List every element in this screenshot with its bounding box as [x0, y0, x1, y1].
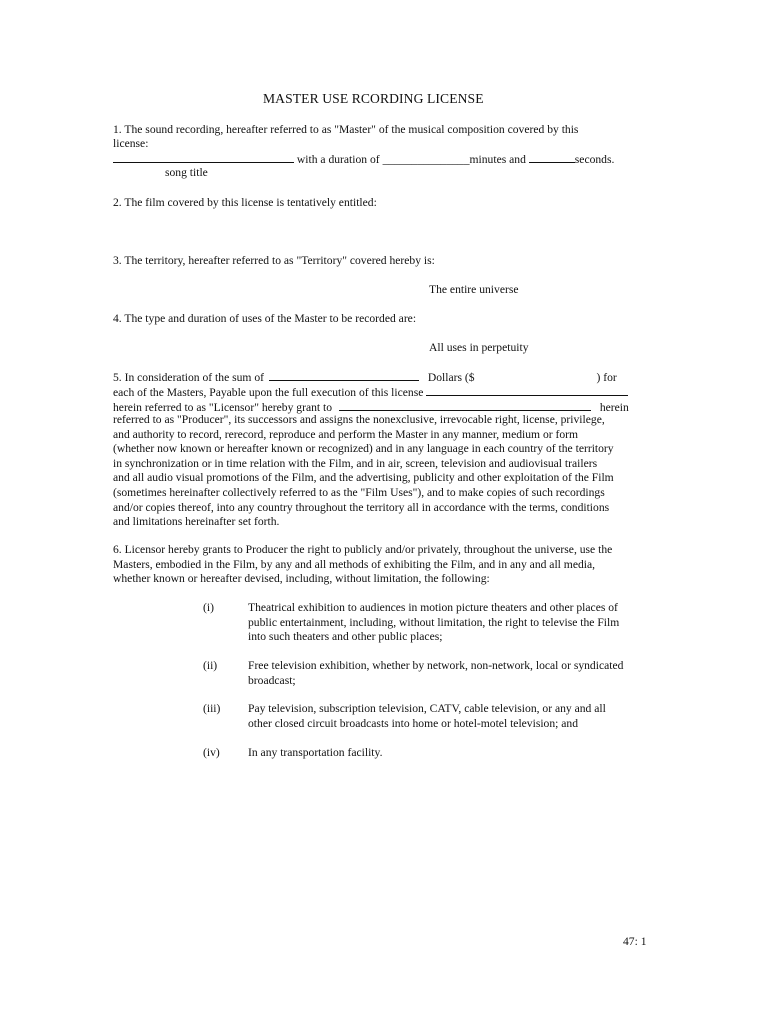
- section-5-body-line: in synchronization or in time relation with the Film, and in air, screen, television and audiovisual trailers: [113, 456, 598, 470]
- section-3-line: 3. The territory, hereafter referred to as "Territory" covered hereby is:: [113, 254, 435, 267]
- song-title-caption: song title: [165, 166, 208, 179]
- for-label: ) for: [596, 371, 617, 384]
- item-line: In any transportation facility.: [248, 746, 383, 759]
- seconds-label: seconds.: [574, 153, 615, 166]
- duration-seconds-blank[interactable]: [529, 151, 575, 163]
- section-5-body: [113, 413, 658, 530]
- item-line: Theatrical exhibition to audiences in motion picture theaters and other places of: [248, 601, 618, 614]
- item-line: other closed circuit broadcasts into home or hotel-motel television; and: [248, 716, 579, 730]
- section-5-body-line: referred to as "Producer", its successors and assigns the nonexclusive, irrevocable right, license, privilege,: [113, 413, 605, 426]
- payable-text: each of the Masters, Payable upon the full execution of this license: [113, 386, 424, 399]
- section-5-body-line: (whether now known or hereafter known or recognized) and in any language in each country of the territory: [113, 442, 614, 456]
- section-5-body-line: and limitations hereinafter set forth.: [113, 515, 280, 529]
- section-1-line-2: license:: [113, 137, 149, 150]
- section-6-line: 6. Licensor hereby grants to Producer the right to publicly and/or privately, throughout the universe, use the: [113, 543, 613, 556]
- section-6-body: [113, 543, 658, 587]
- section-5-body-line: and all audio visual promotions of the Film, and the advertising, publicity and other exploitation of the Film: [113, 471, 614, 485]
- song-title-blank[interactable]: [113, 151, 294, 163]
- section-2-line: 2. The film covered by this license is tentatively entitled:: [113, 196, 377, 209]
- section-1-line-1: 1. The sound recording, hereafter referred to as "Master" of the musical composition covered by this: [113, 123, 579, 136]
- item-line: Pay television, subscription television, CATV, cable television, or any and all: [248, 702, 606, 715]
- sum-label: 5. In consideration of the sum of: [113, 371, 265, 384]
- section-5-body-line: and/or copies thereof, into any country throughout the territory all in accordance with the terms, conditions: [113, 500, 610, 514]
- page-number: 47: 1: [623, 935, 647, 948]
- item-number: (iv): [203, 746, 220, 759]
- uses-value: All uses in perpetuity: [429, 341, 529, 354]
- item-number: (i): [203, 601, 214, 614]
- document-title: MASTER USE RCORDING LICENSE: [263, 91, 484, 106]
- item-line: Free television exhibition, whether by network, non-network, local or syndicated: [248, 659, 624, 672]
- licensor-text: herein referred to as "Licensor" hereby grant to: [113, 401, 333, 414]
- section-4-line: 4. The type and duration of uses of the Master to be recorded are:: [113, 312, 417, 325]
- section-5-body-line: and authority to record, rerecord, reproduce and perform the Master in any manner, medium or form: [113, 427, 579, 441]
- section-5-body-line: (sometimes hereinafter collectively referred to as the "Film Uses"), and to make copies of such recordings: [113, 485, 605, 499]
- minutes-label: minutes and: [469, 153, 526, 166]
- duration-minutes-blank[interactable]: _______________: [382, 153, 470, 166]
- herein-label: herein: [599, 401, 629, 414]
- dollars-label: Dollars ($: [427, 371, 475, 384]
- producer-name-blank[interactable]: [339, 399, 591, 411]
- duration-label: with a duration of: [296, 153, 380, 166]
- item-line: public entertainment, including, without limitation, the right to televise the Film: [248, 615, 620, 629]
- section-6-line: whether known or hereafter devised, including, without limitation, the following:: [113, 572, 490, 586]
- sum-words-blank[interactable]: [269, 369, 419, 381]
- item-number: (iii): [203, 702, 221, 715]
- payable-to-blank[interactable]: [426, 384, 628, 396]
- territory-value: The entire universe: [429, 283, 519, 296]
- item-number: (ii): [203, 659, 218, 672]
- item-line: into such theaters and other public places;: [248, 630, 443, 644]
- section-6-line: Masters, embodied in the Film, by any and all methods of exhibiting the Film, and in any and all media,: [113, 557, 596, 571]
- item-line: broadcast;: [248, 673, 296, 687]
